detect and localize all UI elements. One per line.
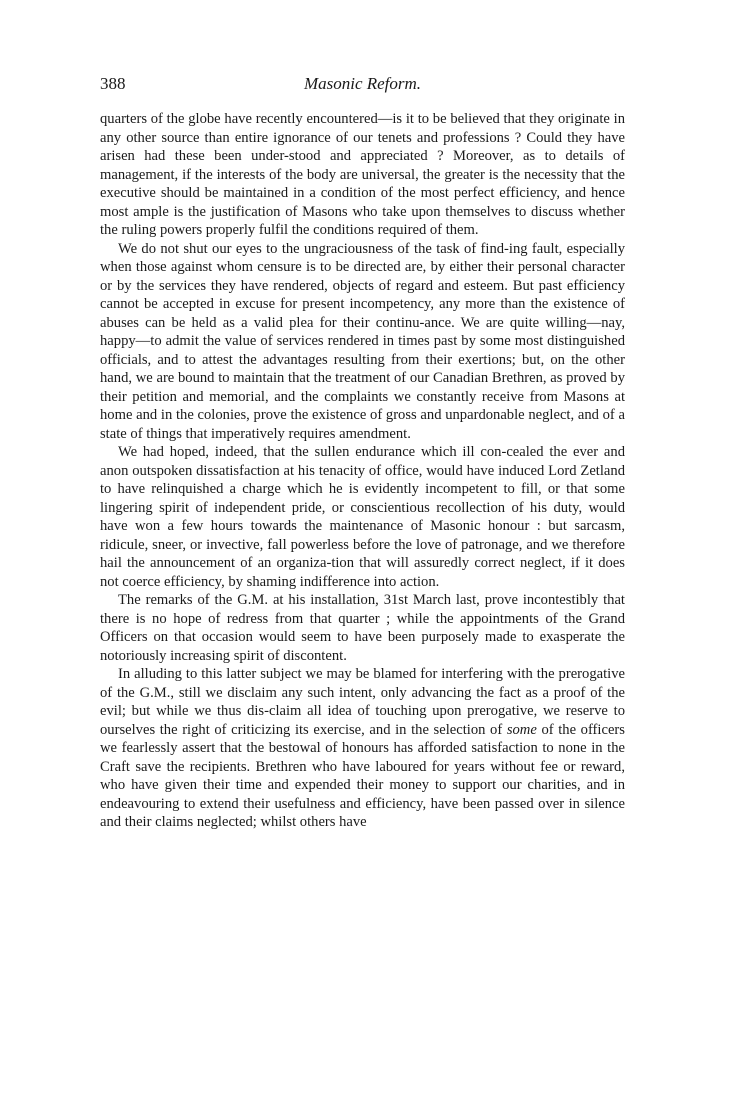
emphasis-word: some (506, 721, 537, 738)
paragraph-installation-remarks: The remarks of the G.M. at his installation, 31st March last, prove incontestibly that there is no hope of redress from that quarter ; while the appointments of the Grand Officers on that occasion would seem to have been purposely made to exasperate the notoriously increasing spirit of discontent. (100, 592, 625, 664)
running-head (100, 70, 625, 98)
paragraph-continued: quarters of the globe have recently encountered—is it to be believed that they originate in any other source than entire ignorance of our tenets and professions ? Could they have arisen had these been under-stood and appreciated ? Moreover, as to details of management, if the interests of the body are universal, the greater is the necessity that the executive should be maintained in a condition of the most perfect efficiency, and hence most ample is the justification of Masons who take upon themselves to discuss whether the ruling powers properly fulfil the conditions required of them. (100, 111, 625, 238)
book-page (100, 70, 625, 832)
paragraph-fault-finding: We do not shut our eyes to the ungraciousness of the task of find-ing fault, especially when those against whom censure is to be directed are, by either their personal character or by the services they have rendered, objects of regard and esteem. But past efficiency cannot be accepted in excuse for present incompetency, any more than the existence of abuses can be held as a valid plea for their continu-ance. We are quite willing—nay, happy—to admit the value of services rendered in times past by some most distinguished officials, and to attest the advantages resulting from their exertions; but, on the other hand, we are bound to maintain that the treatment of our Canadian Brethren, as proved by their petition and memorial, and the complaints we constantly receive from Masons at home and in the colonies, prove the existence of gross and unpardonable neglect, and of a state of things that imperatively requires amendment. (100, 240, 625, 442)
paragraph-prerogative (100, 665, 625, 832)
page-number: 388 (100, 74, 126, 93)
running-title: Masonic Reform. (303, 74, 422, 93)
paragraph-prerogative-text-end: of the officers we fearlessly assert that the bestowal of honours has afforded satisfaction to none in the Craft save the recipients. Brethren who have laboured for years without fee or reward, who have given their time and expended their money to support our charities, and in endeavouring to extend their usefulness and efficiency, have been passed over in silence and their claims neglected; whilst others have (100, 721, 625, 830)
paragraph-lord-zetland: We had hoped, indeed, that the sullen endurance which ill con-cealed the ever and anon outspoken dissatisfaction at his tenacity of office, would have induced Lord Zetland to have relinquished a charge which he is evidently incompetent to fill, or that some lingering spirit of independent pride, or conscientious recollection of his duty, would have won a few hours towards the maintenance of Masonic honour : but sarcasm, ridicule, sneer, or invective, fall powerless before the love of patronage, and we therefore hail the announcement of an organiza-tion that will assuredly correct neglect, if it does not coerce efficiency, by shaming indifference into action. (100, 444, 625, 590)
paragraph-prerogative-text-start: In alluding to this latter subject we may be blamed for interfering with the prerogative of the G.M., still we disclaim any such intent, only advancing the fact as a proof of the evil; but while we thus dis-claim all idea of touching upon prerogative, we reserve to ourselves the right of criticizing its exercise, and in the selection of (100, 666, 625, 738)
